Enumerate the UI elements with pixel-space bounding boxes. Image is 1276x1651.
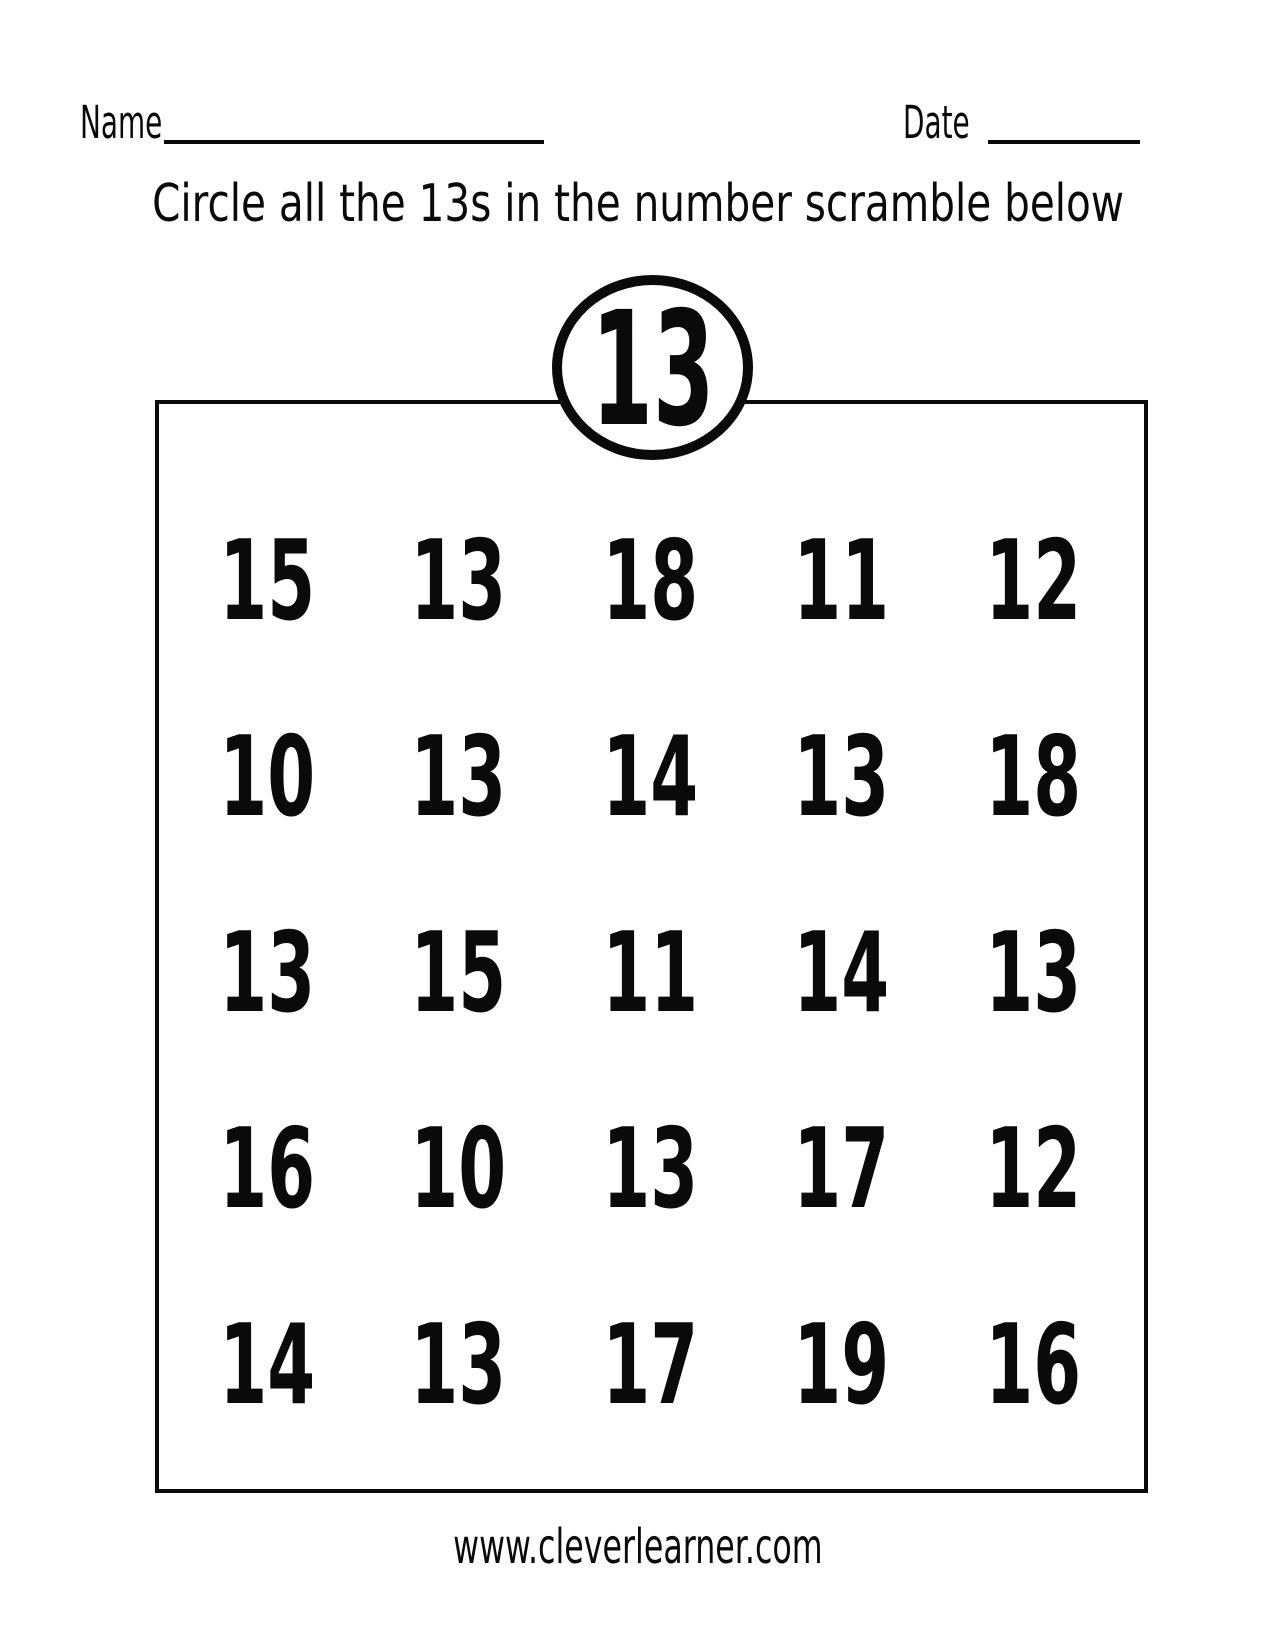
number-cell[interactable]: 10 [410, 1104, 507, 1234]
number-cell[interactable]: 16 [218, 1104, 315, 1234]
number-cell[interactable]: 13 [218, 908, 315, 1038]
number-cell[interactable]: 17 [793, 1104, 890, 1234]
website-text: www.cleverlearner.com [453, 1519, 823, 1575]
number-cell[interactable]: 13 [410, 1300, 507, 1430]
target-number: 13 [590, 277, 715, 462]
number-cell[interactable]: 14 [218, 1300, 315, 1430]
number-cell[interactable]: 12 [985, 517, 1082, 647]
number-cell[interactable]: 11 [793, 517, 890, 647]
name-label: Name [80, 96, 163, 149]
number-cell[interactable]: 13 [602, 1104, 698, 1234]
number-cell[interactable]: 13 [793, 713, 890, 843]
number-cell[interactable]: 13 [410, 713, 507, 843]
number-cell[interactable]: 14 [602, 713, 698, 843]
number-cell[interactable]: 14 [793, 908, 890, 1038]
number-cell[interactable]: 15 [410, 908, 507, 1038]
footer [0, 1519, 1276, 1575]
number-cell[interactable]: 10 [218, 713, 315, 843]
worksheet-title: Circle all the 13s in the number scramble below [152, 174, 1124, 234]
number-cell[interactable]: 11 [602, 908, 698, 1038]
number-cell[interactable]: 12 [985, 1104, 1082, 1234]
number-cell[interactable]: 17 [602, 1300, 698, 1430]
number-grid [171, 484, 1129, 1463]
number-cell[interactable]: 13 [985, 908, 1082, 1038]
number-cell[interactable]: 16 [985, 1300, 1082, 1430]
target-number-badge [552, 275, 753, 460]
number-cell[interactable]: 19 [793, 1300, 890, 1430]
number-cell[interactable]: 13 [410, 517, 507, 647]
date-field-line[interactable] [988, 140, 1140, 144]
title-row [0, 174, 1276, 234]
number-cell[interactable]: 15 [218, 517, 315, 647]
date-label: Date [903, 96, 970, 149]
number-cell[interactable]: 18 [602, 517, 698, 647]
name-field-line[interactable] [164, 140, 544, 144]
number-cell[interactable]: 18 [985, 713, 1082, 843]
